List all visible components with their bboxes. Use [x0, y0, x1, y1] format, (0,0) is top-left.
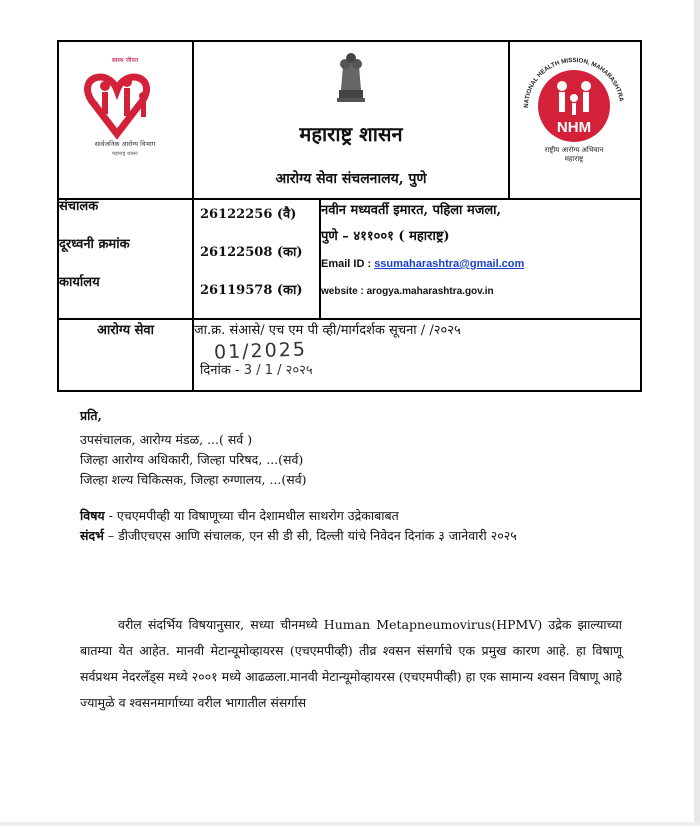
- contact-labels: [58, 199, 193, 319]
- email-label: Email ID :: [321, 258, 372, 270]
- reference-label: संदर्भ: [80, 528, 104, 543]
- svg-text:महाराष्ट्र शासन: महाराष्ट्र शासन: [112, 151, 138, 157]
- phone-numbers: [193, 199, 320, 319]
- address-line-2: पुणे – ४११००१ ( महाराष्ट्र): [321, 229, 450, 244]
- addressee-3: जिल्हा शल्य चिकित्सक, जिल्हा रुग्णालय, ...(सर्व): [80, 472, 307, 487]
- reference-cell: [193, 319, 641, 391]
- phone-1: 26122256 (वै): [200, 207, 297, 222]
- subject-label: विषय: [80, 508, 105, 523]
- label-director: संचालक: [59, 199, 99, 214]
- body-paragraph: वरील संदर्भिय विषयानुसार, सध्या चीनमध्ये Human Metapneumovirus(HPMV) उद्रेक झाल्याच्या बातम्या येत आहेत. मानवी मेटान्यूमोव्हायरस (एचएमपीव्ही) तीव्र श्वसन संसर्गाचे एक प्रमुख कारण आहे. हा विषाणू सर्वप्रथम नेदरलॅंड्स मध्ये २००१ मध्ये आढळला.मानवी मेटान्यूमोव्हायरस (एचएमपीव्ही) हा एक सामान्य श्वसन विषाणू आहे ज्यामुळे व श्वसनमार्गाच्या वरील भागातील संसर्गास: [80, 617, 622, 710]
- letterhead-table: [57, 40, 642, 392]
- addressee-2: जिल्हा आरोग्य अधिकारी, जिल्हा परिषद, ...(सर्व): [80, 452, 304, 467]
- left-logo-cell: [58, 41, 193, 199]
- family-heart-logo: [59, 42, 190, 192]
- page-edge-right: [694, 0, 700, 826]
- right-logo-cell: [509, 41, 641, 199]
- address-cell: [320, 199, 641, 319]
- svg-text:सार्वजनिक आरोग्य विभाग: सार्वजनिक आरोग्य विभाग: [94, 140, 156, 148]
- svg-text:राष्ट्रीय आरोग्य अभियान: राष्ट्रीय आरोग्य अभियान: [544, 146, 604, 154]
- page-edge-bottom: [0, 822, 700, 826]
- svg-text:स्वस्थ जीवन: स्वस्थ जीवन: [111, 57, 139, 64]
- address-line-1: नवीन मध्यवर्ती इमारत, पहिला मजला,: [321, 203, 502, 218]
- email-link[interactable]: ssumaharashtra@gmail.com: [374, 258, 525, 270]
- svg-text:NATIONAL HEALTH MISSION, MAHAR: NATIONAL HEALTH MISSION, MAHARASHTRA: [522, 56, 625, 109]
- ashoka-emblem-icon: [331, 46, 371, 106]
- website-line: website : arogya.maharashtra.gov.in: [321, 286, 494, 297]
- prati-label: प्रति,: [80, 408, 102, 423]
- email-line: [321, 258, 640, 270]
- addressee-block: [80, 406, 620, 546]
- addressee-1: उपसंचालक, आरोग्य मंडळ, ...( सर्व ): [80, 432, 253, 447]
- handwritten-date: - 3 / 1 / २०२५: [234, 363, 313, 378]
- subject-text: - एचएमपीव्ही या विषाणूच्या चीन देशामधील साथरोग उद्रेकाबाबत: [104, 508, 399, 523]
- ref-number-line: जा.क्र. संआसे/ एच एम पी व्ही/मार्गदर्शक सूचना / /२०२५: [194, 323, 461, 338]
- label-phone: दूरध्वनी क्रमांक: [59, 237, 130, 252]
- date-line: [200, 360, 313, 378]
- title-cell: [193, 41, 509, 199]
- phone-3: 26119578 (का): [200, 283, 303, 298]
- reference-line: [80, 526, 620, 546]
- reference-text: – डीजीएचएस आणि संचालक, एन सी डी सी, दिल्ली यांचे निवेदन दिनांक ३ जानेवारी २०२५: [103, 528, 517, 543]
- handwritten-ref-number: 01/2025: [213, 338, 308, 364]
- seva-label: आरोग्य सेवा: [58, 319, 193, 391]
- govt-title: महाराष्ट्र शासन: [299, 122, 403, 146]
- phone-2: 26122508 (का): [200, 245, 303, 260]
- svg-text:महाराष्ट्र: महाराष्ट्र: [564, 155, 584, 163]
- subject-line: [80, 506, 620, 526]
- date-label: दिनांक: [200, 363, 231, 378]
- dept-title: आरोग्य सेवा संचलनालय, पुणे: [275, 171, 427, 187]
- svg-text:NHM: NHM: [556, 119, 592, 136]
- label-office: कार्यालय: [59, 275, 100, 290]
- nhm-logo: [510, 42, 638, 192]
